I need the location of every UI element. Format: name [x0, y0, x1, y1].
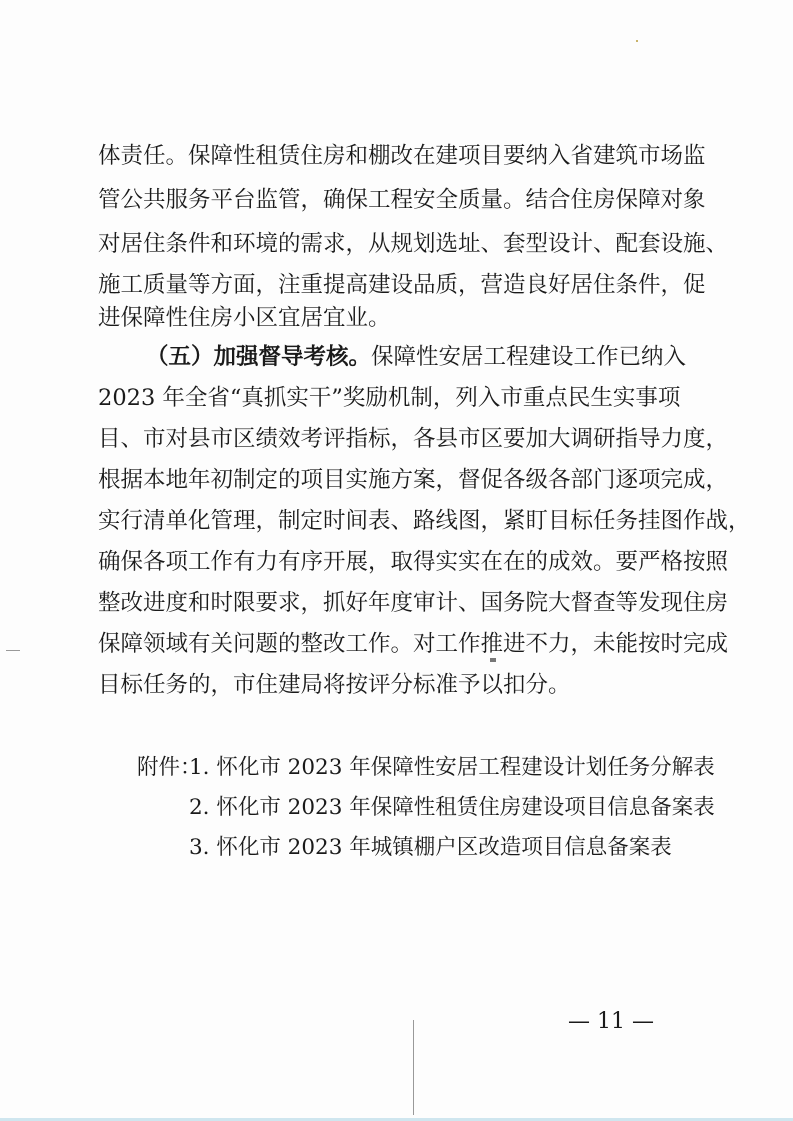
paragraph-2-line-2: 2023 年全省“真抓实干”奖励机制，列入市重点民生实事项	[98, 385, 681, 411]
paragraph-2-line-6: 确保各项工作有力有序开展，取得实实在在的成效。要严格按照	[98, 549, 729, 575]
attachment-item-1: 1. 怀化市 2023 年保障性安居工程建设计划任务分解表	[189, 755, 715, 780]
attachment-item-2: 2. 怀化市 2023 年保障性租赁住房建设项目信息备案表	[189, 795, 715, 820]
paragraph-1-line-1: 体责任。保障性租赁住房和棚改在建项目要纳入省建筑市场监	[98, 143, 706, 169]
paragraph-2-line-1-text: 保障性安居工程建设工作已纳入	[371, 344, 687, 370]
attachment-item-3: 3. 怀化市 2023 年城镇棚户区改造项目信息备案表	[189, 835, 672, 860]
scan-artifact-smudge	[490, 658, 496, 662]
paragraph-2-line-9: 目标任务的，市住建局将按评分标准予以扣分。	[98, 672, 571, 698]
scan-artifact-line	[413, 1020, 414, 1115]
paragraph-1-line-5: 进保障性住房小区宜居宜业。	[98, 305, 391, 331]
paragraph-2-line-4: 根据本地年初制定的项目实施方案，督促各级各部门逐项完成，	[98, 467, 729, 493]
paragraph-2-line-8: 保障领域有关问题的整改工作。对工作推进不力，未能按时完成	[98, 631, 729, 657]
paragraph-2-line-7: 整改进度和时限要求，抓好年度审计、国务院大督查等发现住房	[98, 590, 729, 616]
scan-artifact-dot	[636, 40, 638, 42]
section-heading: （五）加强督导考核。	[146, 344, 372, 370]
paragraph-1-line-3: 对居住条件和环境的需求，从规划选址、套型设计、配套设施、	[98, 231, 729, 257]
paragraph-1-line-2: 管公共服务平台监管，确保工程安全质量。结合住房保障对象	[98, 187, 706, 213]
page-number: — 11 —	[568, 1009, 654, 1034]
paragraph-2-line-1	[146, 342, 687, 372]
paragraph-2-line-3: 目、市对县市区绩效考评指标，各县市区要加大调研指导力度，	[98, 426, 729, 452]
attachment-label: 附件：	[137, 755, 202, 780]
scan-artifact-margin-mark	[6, 650, 20, 651]
paragraph-1-line-4: 施工质量等方面，注重提高建设品质，营造良好居住条件，促	[98, 272, 706, 298]
paragraph-2-line-5: 实行清单化管理，制定时间表、路线图，紧盯目标任务挂图作战，	[98, 508, 751, 534]
